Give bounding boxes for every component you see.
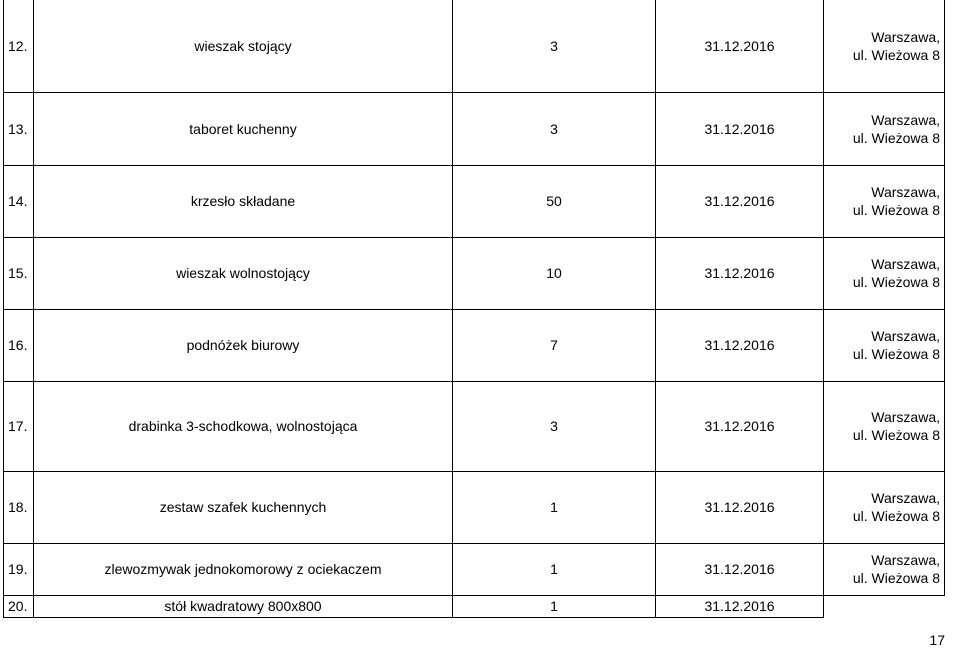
location-city: Warszawa, xyxy=(871,256,940,272)
row-number: 15. xyxy=(4,237,34,309)
item-quantity: 3 xyxy=(453,381,656,471)
item-name: krzesło składane xyxy=(34,165,453,237)
row-number: 19. xyxy=(4,543,34,595)
item-location xyxy=(824,543,945,595)
item-location xyxy=(824,165,945,237)
row-number: 17. xyxy=(4,381,34,471)
location-street: ul. Wieżowa 8 xyxy=(852,570,940,586)
location-street: ul. Wieżowa 8 xyxy=(852,346,940,362)
item-date: 31.12.2016 xyxy=(656,237,824,309)
item-quantity: 50 xyxy=(453,165,656,237)
item-location xyxy=(824,0,945,92)
item-location xyxy=(824,471,945,543)
item-location xyxy=(824,595,945,617)
item-date: 31.12.2016 xyxy=(656,381,824,471)
item-quantity: 1 xyxy=(453,595,656,617)
item-date: 31.12.2016 xyxy=(656,471,824,543)
row-number: 16. xyxy=(4,309,34,381)
location-street: ul. Wieżowa 8 xyxy=(852,427,940,443)
item-location xyxy=(824,92,945,165)
location-street: ul. Wieżowa 8 xyxy=(852,508,940,524)
row-number: 14. xyxy=(4,165,34,237)
item-name: taboret kuchenny xyxy=(34,92,453,165)
item-date: 31.12.2016 xyxy=(656,309,824,381)
item-quantity: 3 xyxy=(453,0,656,92)
inventory-table xyxy=(3,0,945,618)
table-row xyxy=(4,381,945,471)
table-row xyxy=(4,92,945,165)
location-city: Warszawa, xyxy=(871,409,940,425)
table-row xyxy=(4,471,945,543)
location-street: ul. Wieżowa 8 xyxy=(852,202,940,218)
page-number: 17 xyxy=(929,632,945,648)
item-date: 31.12.2016 xyxy=(656,165,824,237)
table-row xyxy=(4,0,945,92)
location-city: Warszawa, xyxy=(871,111,940,128)
item-location xyxy=(824,237,945,309)
item-quantity: 1 xyxy=(453,543,656,595)
item-name: wieszak wolnostojący xyxy=(34,237,453,309)
location-city: Warszawa, xyxy=(871,184,940,200)
item-quantity: 7 xyxy=(453,309,656,381)
item-date: 31.12.2016 xyxy=(656,595,824,617)
location-street: ul. Wieżowa 8 xyxy=(852,129,940,146)
location-street: ul. Wieżowa 8 xyxy=(852,274,940,290)
row-number: 13. xyxy=(4,92,34,165)
item-date: 31.12.2016 xyxy=(656,92,824,165)
item-date: 31.12.2016 xyxy=(656,543,824,595)
item-quantity: 1 xyxy=(453,471,656,543)
item-name: wieszak stojący xyxy=(34,0,453,92)
item-date: 31.12.2016 xyxy=(656,0,824,92)
item-quantity: 10 xyxy=(453,237,656,309)
table-row xyxy=(4,309,945,381)
item-name: stół kwadratowy 800x800 xyxy=(34,595,453,617)
item-location xyxy=(824,309,945,381)
row-number: 18. xyxy=(4,471,34,543)
location-city: Warszawa, xyxy=(871,490,940,506)
location-street: ul. Wieżowa 8 xyxy=(852,46,940,63)
location-city: Warszawa, xyxy=(871,328,940,344)
item-quantity: 3 xyxy=(453,92,656,165)
table-row xyxy=(4,237,945,309)
item-location xyxy=(824,381,945,471)
location-city: Warszawa, xyxy=(871,552,940,568)
row-number: 12. xyxy=(4,0,34,92)
table-row xyxy=(4,595,945,617)
item-name: podnóżek biurowy xyxy=(34,309,453,381)
item-name: drabinka 3-schodkowa, wolnostojąca xyxy=(34,381,453,471)
table-row xyxy=(4,165,945,237)
table-row xyxy=(4,543,945,595)
item-name: zlewozmywak jednokomorowy z ociekaczem xyxy=(34,543,453,595)
row-number: 20. xyxy=(4,595,34,617)
location-city: Warszawa, xyxy=(871,28,940,45)
item-name: zestaw szafek kuchennych xyxy=(34,471,453,543)
